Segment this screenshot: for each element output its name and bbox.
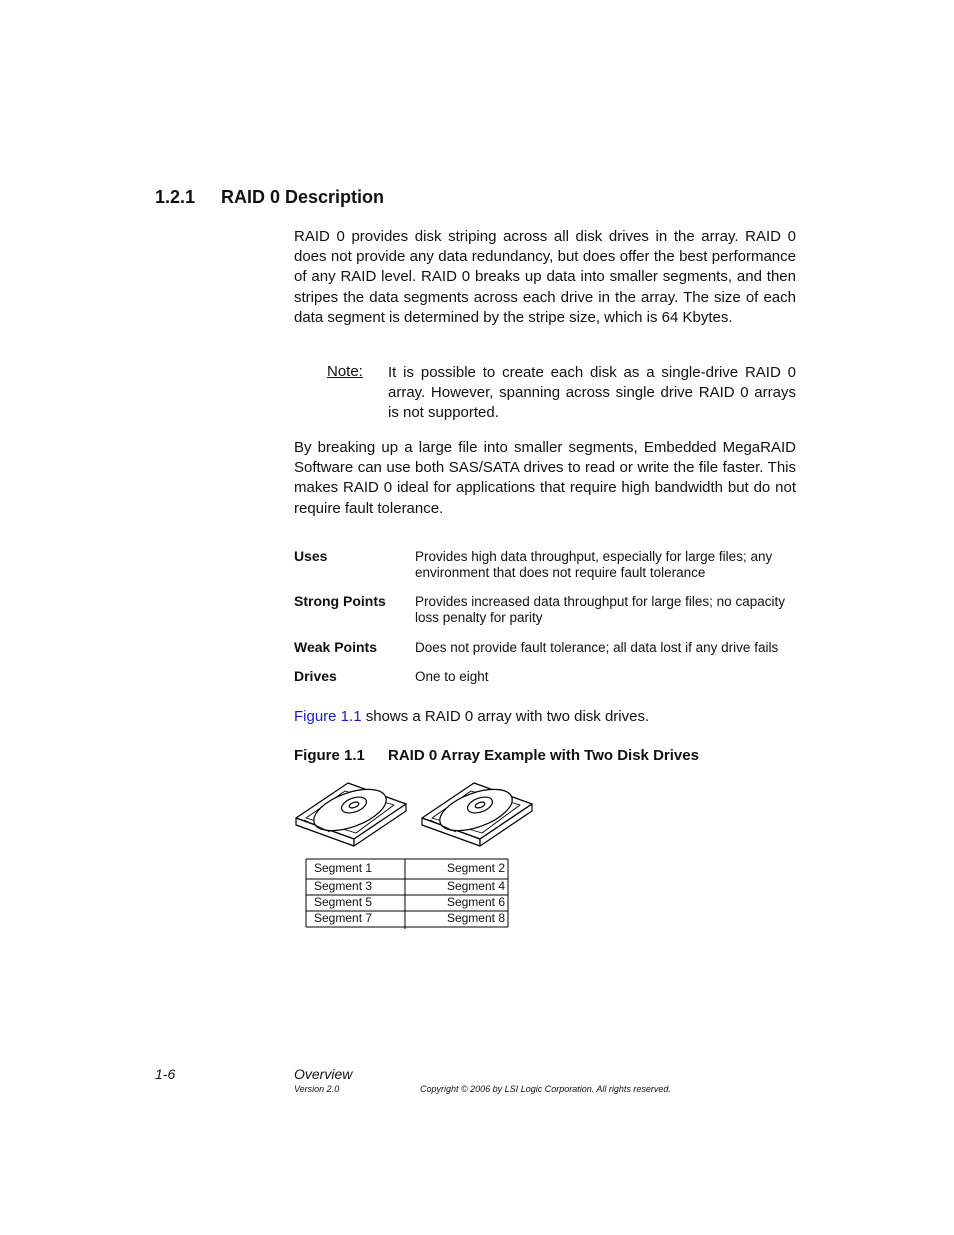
section-title: RAID 0 Description <box>221 187 385 207</box>
def-term-uses: Uses <box>294 548 328 564</box>
paragraph-raid0-benefits: By breaking up a large file into smaller segments, Embedded MegaRAID Software can use both SAS/SATA drives to read or write the file faster. This makes RAID 0 ideal for applications that require high bandwidth but do not require fault tolerance. <box>294 439 796 517</box>
segment-label: Segment 4 <box>446 879 505 893</box>
def-term-strong-points: Strong Points <box>294 593 386 609</box>
section-number: 1.2.1 <box>155 187 196 207</box>
disk-drive-1-icon <box>296 781 406 846</box>
footer-chapter-title: Overview <box>294 1066 353 1082</box>
segment-label: Segment 1 <box>314 861 373 875</box>
segment-label: Segment 6 <box>446 895 505 909</box>
figure-caption-number: Figure 1.1 <box>294 747 365 764</box>
note-text: It is possible to create each disk as a single-drive RAID 0 array. However, spanning across single drive RAID 0 arrays is not supported. <box>388 364 796 422</box>
figure-link[interactable]: Figure 1.1 <box>294 708 362 725</box>
segment-label: Segment 7 <box>314 911 373 925</box>
note-label: Note: <box>327 363 363 380</box>
raid0-disk-drives-diagram <box>290 778 540 848</box>
figure-reference-text: shows a RAID 0 array with two disk drives. <box>361 708 650 725</box>
footer-page-number: 1-6 <box>155 1066 176 1082</box>
disk-drive-2-icon <box>422 781 532 846</box>
footer-version: Version 2.0 <box>294 1084 340 1094</box>
segment-label: Segment 8 <box>446 911 505 925</box>
paragraph-raid0-intro: RAID 0 provides disk striping across all disk drives in the array. RAID 0 does not provide any data redundancy, but does offer the best performance of any RAID level. RAID 0 breaks up data into smaller segments, and then stripes the data segments across each drive in the array. The size of each data segment is determined by the stripe size, which is 64 Kbytes. <box>294 228 796 326</box>
def-desc-drives: One to eight <box>415 669 489 684</box>
def-desc-uses: Provides high data throughput, especially for large files; any environment that does not require fault tolerance <box>415 549 773 580</box>
segment-label: Segment 2 <box>446 861 505 875</box>
figure-caption-title: RAID 0 Array Example with Two Disk Drives <box>388 747 699 764</box>
footer-copyright: Copyright © 2006 by LSI Logic Corporation. All rights reserved. <box>420 1084 671 1094</box>
def-term-weak-points: Weak Points <box>294 639 377 655</box>
segment-label: Segment 3 <box>314 879 373 893</box>
figure-reference-sentence <box>294 708 649 725</box>
def-desc-strong-points: Provides increased data throughput for large files; no capacity loss penalty for parity <box>415 594 785 625</box>
def-desc-weak-points: Does not provide fault tolerance; all data lost if any drive fails <box>415 640 779 655</box>
def-term-drives: Drives <box>294 668 337 684</box>
segment-label: Segment 5 <box>314 895 373 909</box>
